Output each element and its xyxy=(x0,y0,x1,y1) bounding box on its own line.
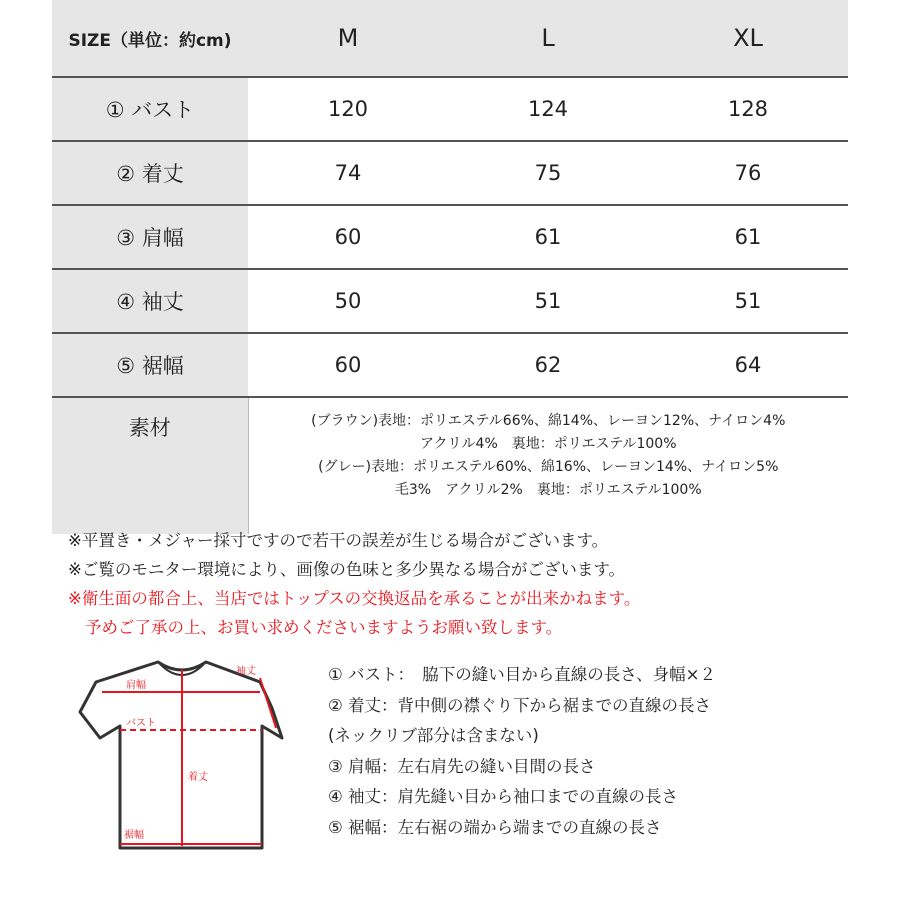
diagram-label-length: 着丈 xyxy=(188,772,208,783)
table-row-sleeve xyxy=(52,269,848,333)
table-row-length xyxy=(52,141,848,205)
note-no-returns: ※衛生面の都合上、当店ではトップスの交換返品を承ることが出来かねます。 xyxy=(68,589,641,608)
row-label: ⑤ 裾幅 xyxy=(52,333,248,397)
table-header-label: SIZE（単位：約cm) xyxy=(52,0,248,77)
table-header-row xyxy=(52,0,848,77)
legend-length: ② 着丈：背中側の襟ぐり下から裾までの直線の長さ xyxy=(328,695,712,715)
legend-hem: ⑤ 裾幅：左右裾の端から端までの直線の長さ xyxy=(328,817,662,837)
table-cell: 75 xyxy=(448,141,648,205)
diagram-label-hem: 裾幅 xyxy=(124,830,144,841)
diagram-label-bust: バスト xyxy=(126,718,156,729)
table-cell: 62 xyxy=(448,333,648,397)
size-header-m: M xyxy=(248,0,448,77)
note-acknowledge: 予めご了承の上、お買い求めくださいますようお願い致します。 xyxy=(85,618,563,637)
table-cell: 76 xyxy=(648,141,848,205)
material-line: (ブラウン)表地：ポリエステル66%、綿14%、レーヨン12%、ナイロン4% xyxy=(311,413,786,429)
table-cell: 74 xyxy=(248,141,448,205)
tshirt-measurement-diagram xyxy=(76,656,286,856)
table-cell: 120 xyxy=(248,77,448,141)
material-line: (グレー)表地：ポリエステル60%、綿16%、レーヨン14%、ナイロン5% xyxy=(318,459,779,475)
table-row-hem xyxy=(52,333,848,397)
legend-sleeve: ④ 袖丈：肩先縫い目から袖口までの直線の長さ xyxy=(328,787,679,806)
table-cell: 128 xyxy=(648,77,848,141)
note-measurement: ※平置き・メジャー採寸ですので若干の誤差が生じる場合がございます。 xyxy=(68,531,609,550)
material-line: 毛3% アクリル2% 裏地：ポリエステル100% xyxy=(394,482,702,498)
size-header-l: L xyxy=(448,0,648,77)
table-cell: 60 xyxy=(248,333,448,397)
material-line: アクリル4% 裏地：ポリエステル100% xyxy=(419,436,677,452)
sleeve-line xyxy=(260,678,276,728)
table-row-material xyxy=(52,397,848,534)
table-cell: 51 xyxy=(648,269,848,333)
table-row-shoulder xyxy=(52,205,848,269)
table-cell: 60 xyxy=(248,205,448,269)
note-monitor: ※ご覧のモニター環境により、画像の色味と多少異なる場合がございます。 xyxy=(68,560,626,579)
row-label: ④ 袖丈 xyxy=(52,269,248,333)
row-label: ① バスト xyxy=(52,77,248,141)
legend-bust: ① バスト： 脇下の縫い目から直線の長さ、身幅×２ xyxy=(328,665,716,684)
row-label: ③ 肩幅 xyxy=(52,205,248,269)
diagram-label-sleeve: 袖丈 xyxy=(236,666,256,677)
table-cell: 51 xyxy=(448,269,648,333)
row-label: ② 着丈 xyxy=(52,141,248,205)
measurement-legend xyxy=(328,660,716,843)
table-cell: 64 xyxy=(648,333,848,397)
size-table xyxy=(52,0,848,534)
material-text xyxy=(248,397,848,534)
size-header-xl: XL xyxy=(648,0,848,77)
table-cell: 61 xyxy=(648,205,848,269)
table-cell: 124 xyxy=(448,77,648,141)
legend-shoulder: ③ 肩幅：左右肩先の縫い目間の長さ xyxy=(328,756,596,776)
material-label: 素材 xyxy=(52,397,248,534)
table-row-bust xyxy=(52,77,848,141)
table-cell: 50 xyxy=(248,269,448,333)
table-cell: 61 xyxy=(448,205,648,269)
diagram-label-shoulder: 肩幅 xyxy=(126,680,146,691)
notes xyxy=(68,526,640,642)
legend-length-note: (ネックリブ部分は含まない) xyxy=(328,726,539,745)
